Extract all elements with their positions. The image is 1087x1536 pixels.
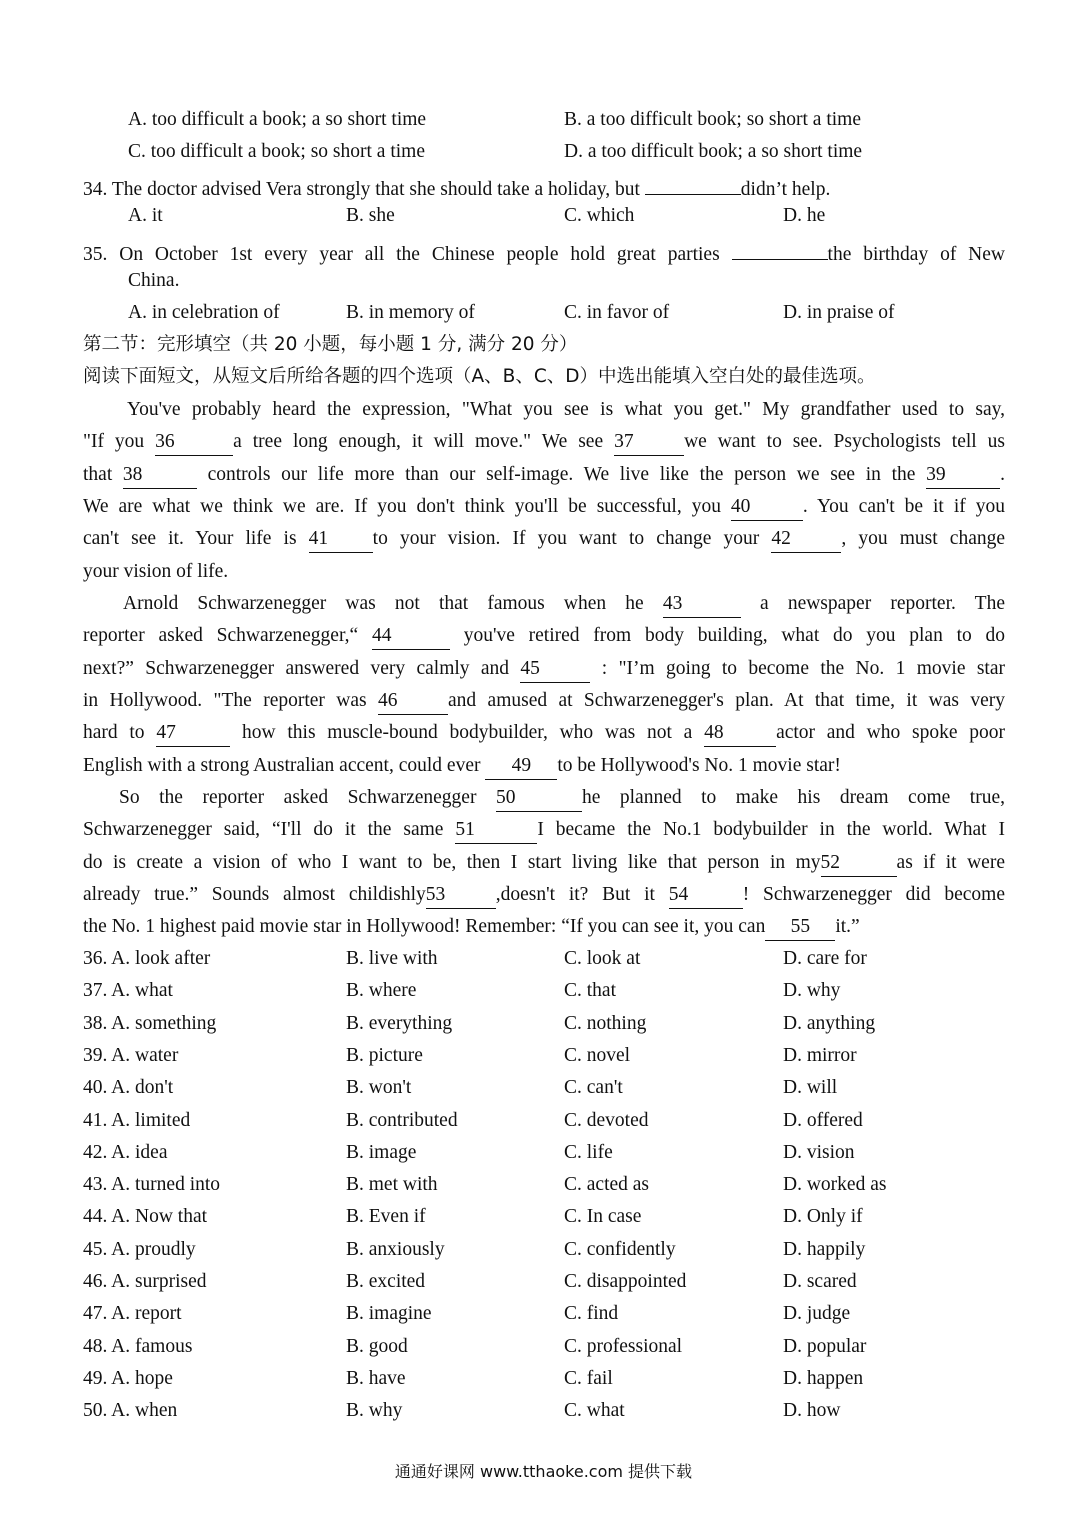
passage-line bbox=[83, 911, 1005, 943]
question-row bbox=[0, 1201, 1087, 1233]
q33-option-c: C. too difficult a book; so short a time bbox=[128, 141, 425, 162]
passage-line bbox=[83, 426, 1005, 458]
option-c: C. look at bbox=[564, 948, 641, 969]
passage-text: in Hollywood. "The reporter was bbox=[83, 689, 378, 711]
q34-option-c: C. which bbox=[564, 205, 635, 226]
option-b: B. why bbox=[346, 1400, 403, 1422]
blank-39: 39 bbox=[926, 462, 1000, 489]
q35-option-b: B. in memory of bbox=[346, 302, 475, 323]
option-d: D. care for bbox=[783, 948, 867, 969]
passage-line bbox=[83, 879, 1005, 911]
option-d: D. vision bbox=[783, 1141, 855, 1163]
passage-text: Arnold Schwarzenegger was not that famous when he bbox=[123, 593, 663, 614]
option-b: B. live with bbox=[346, 948, 438, 969]
blank-47: 47 bbox=[156, 720, 230, 747]
passage-line bbox=[83, 814, 1005, 846]
question-number-option-a: 49. A. hope bbox=[83, 1367, 173, 1389]
question-number-option-a: 39. A. water bbox=[83, 1044, 179, 1066]
passage-line bbox=[83, 782, 1005, 814]
question-number-option-a: 46. A. surprised bbox=[83, 1271, 207, 1292]
passage-line bbox=[83, 588, 1005, 620]
option-c: C. find bbox=[564, 1303, 619, 1325]
option-b: B. anxiously bbox=[346, 1238, 445, 1260]
question-row bbox=[0, 1331, 1087, 1363]
q33-options-row1 bbox=[0, 104, 1087, 136]
option-b: B. excited bbox=[346, 1271, 426, 1292]
option-b: B. won't bbox=[346, 1077, 412, 1099]
question-row bbox=[0, 1072, 1087, 1104]
answer-blank bbox=[645, 168, 741, 195]
option-c: C. In case bbox=[564, 1206, 642, 1228]
question-row bbox=[0, 1105, 1087, 1137]
question-number-option-a: 48. A. famous bbox=[83, 1335, 193, 1357]
question-row bbox=[0, 943, 1087, 975]
option-d: D. Only if bbox=[783, 1206, 863, 1228]
option-c: C. devoted bbox=[564, 1109, 649, 1131]
question-row bbox=[0, 1169, 1087, 1201]
passage-text: that bbox=[83, 463, 123, 485]
option-d: D. mirror bbox=[783, 1044, 857, 1066]
blank-51: 51 bbox=[455, 817, 537, 844]
passage-line bbox=[83, 556, 1005, 588]
option-d: D. happen bbox=[783, 1367, 864, 1389]
option-d: D. popular bbox=[783, 1335, 867, 1357]
option-b: B. picture bbox=[346, 1044, 423, 1066]
passage-text: We are what we think we are. If you don't think you'll be successful, you bbox=[83, 495, 731, 517]
passage-text: already true.” Sounds almost childishly bbox=[83, 883, 426, 905]
blank-44: 44 bbox=[372, 623, 450, 650]
q35-option-a: A. in celebration of bbox=[128, 302, 280, 323]
passage-text: the No. 1 highest paid movie star in Hollywood! Remember: “If you can see it, you can bbox=[83, 916, 766, 938]
blank-41: 41 bbox=[309, 526, 373, 553]
question-number-option-a: 43. A. turned into bbox=[83, 1174, 221, 1196]
option-b: B. everything bbox=[346, 1012, 453, 1034]
question-number-option-a: 44. A. Now that bbox=[83, 1206, 208, 1228]
option-c: C. can't bbox=[564, 1077, 623, 1099]
passage-text: actor and who spoke poor bbox=[776, 722, 1005, 744]
option-b: B. have bbox=[346, 1367, 406, 1389]
question-number-option-a: 47. A. report bbox=[83, 1303, 182, 1325]
passage-text: I became the No.1 bodybuilder in the world. What I bbox=[537, 819, 1005, 841]
question-number-option-a: 45. A. proudly bbox=[83, 1238, 196, 1260]
question-row bbox=[0, 1266, 1087, 1298]
option-d: D. anything bbox=[783, 1012, 876, 1034]
passage-text: a newspaper reporter. The bbox=[740, 593, 1005, 614]
option-d: D. will bbox=[783, 1077, 838, 1099]
passage-text: "If you bbox=[83, 431, 156, 453]
passage-text: you've retired from body building, what do you plan to do bbox=[449, 625, 1005, 647]
question-row bbox=[0, 1040, 1087, 1072]
option-c: C. nothing bbox=[564, 1012, 647, 1034]
section-instruction: 阅读下面短文，从短文后所给各题的四个选项（A、B、C、D）中选出能填入空白处的最佳选项。 bbox=[83, 366, 876, 387]
q33-option-d: D. a too difficult book; a so short time bbox=[564, 141, 863, 162]
passage-text: can't see it. Your life is bbox=[83, 528, 309, 550]
answer-blank bbox=[732, 233, 828, 260]
q34-option-d: D. he bbox=[783, 205, 826, 226]
option-d: D. how bbox=[783, 1400, 841, 1422]
q35-stem-line2: China. bbox=[128, 270, 180, 291]
passage-line bbox=[83, 523, 1005, 555]
blank-43: 43 bbox=[663, 591, 741, 618]
question-row bbox=[0, 1298, 1087, 1330]
passage-text: he planned to make his dream come true, bbox=[581, 787, 1005, 808]
q33-option-a: A. too difficult a book; a so short time bbox=[128, 109, 427, 130]
passage-text: it.” bbox=[835, 916, 860, 938]
option-c: C. disappointed bbox=[564, 1271, 687, 1292]
passage-text: to your vision. If you want to change your bbox=[372, 528, 772, 550]
option-b: B. Even if bbox=[346, 1206, 426, 1228]
blank-37: 37 bbox=[614, 429, 684, 456]
passage-line bbox=[83, 847, 1005, 879]
passage-line bbox=[83, 491, 1005, 523]
passage-text: do is create a vision of who I want to be, then I start living like that person in my bbox=[83, 851, 821, 873]
option-c: C. fail bbox=[564, 1367, 613, 1389]
blank-53: 53 bbox=[426, 882, 496, 909]
q35-options bbox=[0, 297, 1087, 329]
q34-stem: 34. The doctor advised Vera strongly that she should take a holiday, but didn’t help. bbox=[83, 168, 1005, 200]
q35-stem: 35. On October 1st every year all the Chinese people hold great parties the birthday of New bbox=[83, 233, 1005, 265]
option-c: C. acted as bbox=[564, 1174, 650, 1196]
passage-text: You've probably heard the expression, "What you see is what you get." My grandfather used to say, bbox=[127, 399, 1005, 420]
q33-option-b: B. a too difficult book; so short a time bbox=[564, 109, 861, 130]
option-c: C. novel bbox=[564, 1044, 631, 1066]
blank-38: 38 bbox=[123, 462, 197, 489]
question-number-option-a: 42. A. idea bbox=[83, 1141, 168, 1163]
blank-55: 55 bbox=[765, 914, 835, 941]
option-b: B. contributed bbox=[346, 1109, 458, 1131]
question-number-option-a: 50. A. when bbox=[83, 1400, 178, 1422]
passage-text: : "I’m going to become the No. 1 movie star bbox=[590, 657, 1005, 679]
question-row bbox=[0, 1363, 1087, 1395]
passage-text: next?” Schwarzenegger answered very calmly and bbox=[83, 657, 521, 679]
passage-line bbox=[83, 620, 1005, 652]
option-c: C. that bbox=[564, 980, 616, 1002]
question-number-option-a: 41. A. limited bbox=[83, 1109, 191, 1131]
option-b: B. imagine bbox=[346, 1303, 432, 1325]
passage-text: . You can't be it if you bbox=[802, 495, 1005, 517]
option-b: B. where bbox=[346, 980, 417, 1002]
passage-text: ! Schwarzenegger did become bbox=[742, 883, 1006, 905]
passage-text: . bbox=[1000, 463, 1005, 485]
question-number-option-a: 38. A. something bbox=[83, 1012, 217, 1034]
option-d: D. offered bbox=[783, 1109, 863, 1131]
blank-54: 54 bbox=[669, 882, 743, 909]
passage-line bbox=[83, 750, 1005, 782]
passage-line bbox=[83, 394, 1005, 426]
passage-text: So the reporter asked Schwarzenegger bbox=[119, 787, 496, 808]
option-b: B. good bbox=[346, 1335, 408, 1357]
passage-line bbox=[83, 685, 1005, 717]
question-row bbox=[0, 975, 1087, 1007]
question-row bbox=[0, 1137, 1087, 1169]
passage-text: how this muscle-bound bodybuilder, who was not a bbox=[230, 722, 705, 744]
passage-text: Schwarzenegger said, “I'll do it the same bbox=[83, 819, 456, 841]
blank-40: 40 bbox=[731, 494, 803, 521]
passage-line bbox=[83, 653, 1005, 685]
passage-text: controls our life more than our self-image. We live like the person we see in the bbox=[196, 463, 927, 485]
option-d: D. scared bbox=[783, 1271, 857, 1292]
option-d: D. why bbox=[783, 980, 841, 1002]
blank-42: 42 bbox=[771, 526, 841, 553]
blank-50: 50 bbox=[496, 785, 582, 812]
passage-line bbox=[83, 459, 1005, 491]
option-c: C. life bbox=[564, 1141, 613, 1163]
q34-option-a: A. it bbox=[128, 205, 163, 226]
passage-text: hard to bbox=[83, 722, 157, 744]
passage-text: as if it were bbox=[896, 851, 1005, 873]
blank-46: 46 bbox=[378, 688, 448, 715]
question-row bbox=[0, 1395, 1087, 1427]
option-c: C. professional bbox=[564, 1335, 683, 1357]
passage-text: we want to see. Psychologists tell us bbox=[684, 431, 1005, 453]
question-number-option-a: 40. A. don't bbox=[83, 1077, 174, 1099]
option-d: D. worked as bbox=[783, 1174, 887, 1196]
question-row bbox=[0, 1008, 1087, 1040]
passage-line bbox=[83, 717, 1005, 749]
q34-option-b: B. she bbox=[346, 205, 395, 226]
question-number-option-a: 36. A. look after bbox=[83, 948, 211, 969]
q35-option-d: D. in praise of bbox=[783, 302, 895, 323]
passage-text: and amused at Schwarzenegger's plan. At that time, it was very bbox=[448, 689, 1005, 711]
question-row bbox=[0, 1234, 1087, 1266]
option-c: C. what bbox=[564, 1400, 625, 1422]
passage-text: reporter asked Schwarzenegger,“ bbox=[83, 625, 372, 647]
passage-text: to be Hollywood's No. 1 movie star! bbox=[557, 754, 841, 776]
option-d: D. happily bbox=[783, 1238, 866, 1260]
option-b: B. image bbox=[346, 1141, 417, 1163]
section-title: 第二节：完形填空（共 20 小题，每小题 1 分, 满分 20 分） bbox=[83, 334, 578, 355]
q35-option-c: C. in favor of bbox=[564, 302, 670, 323]
passage-text: a tree long enough, it will move." We see bbox=[233, 431, 615, 453]
page-footer: 通通好课网 www.tthaoke.com 提供下载 bbox=[394, 1462, 693, 1481]
question-number-option-a: 37. A. what bbox=[83, 980, 173, 1002]
passage-text: English with a strong Australian accent, could ever bbox=[83, 754, 486, 776]
option-d: D. judge bbox=[783, 1303, 851, 1325]
blank-48: 48 bbox=[704, 720, 776, 747]
option-c: C. confidently bbox=[564, 1238, 676, 1260]
blank-36: 36 bbox=[155, 429, 233, 456]
option-b: B. met with bbox=[346, 1174, 438, 1196]
blank-49: 49 bbox=[485, 753, 557, 780]
passage-text: , you must change bbox=[841, 528, 1006, 550]
blank-45: 45 bbox=[520, 656, 590, 683]
blank-52: 52 bbox=[821, 850, 897, 877]
passage-text: ,doesn't it? But it bbox=[495, 883, 669, 905]
q33-options-row2 bbox=[0, 136, 1087, 168]
passage-text: your vision of life. bbox=[83, 560, 229, 582]
q34-options bbox=[0, 200, 1087, 232]
